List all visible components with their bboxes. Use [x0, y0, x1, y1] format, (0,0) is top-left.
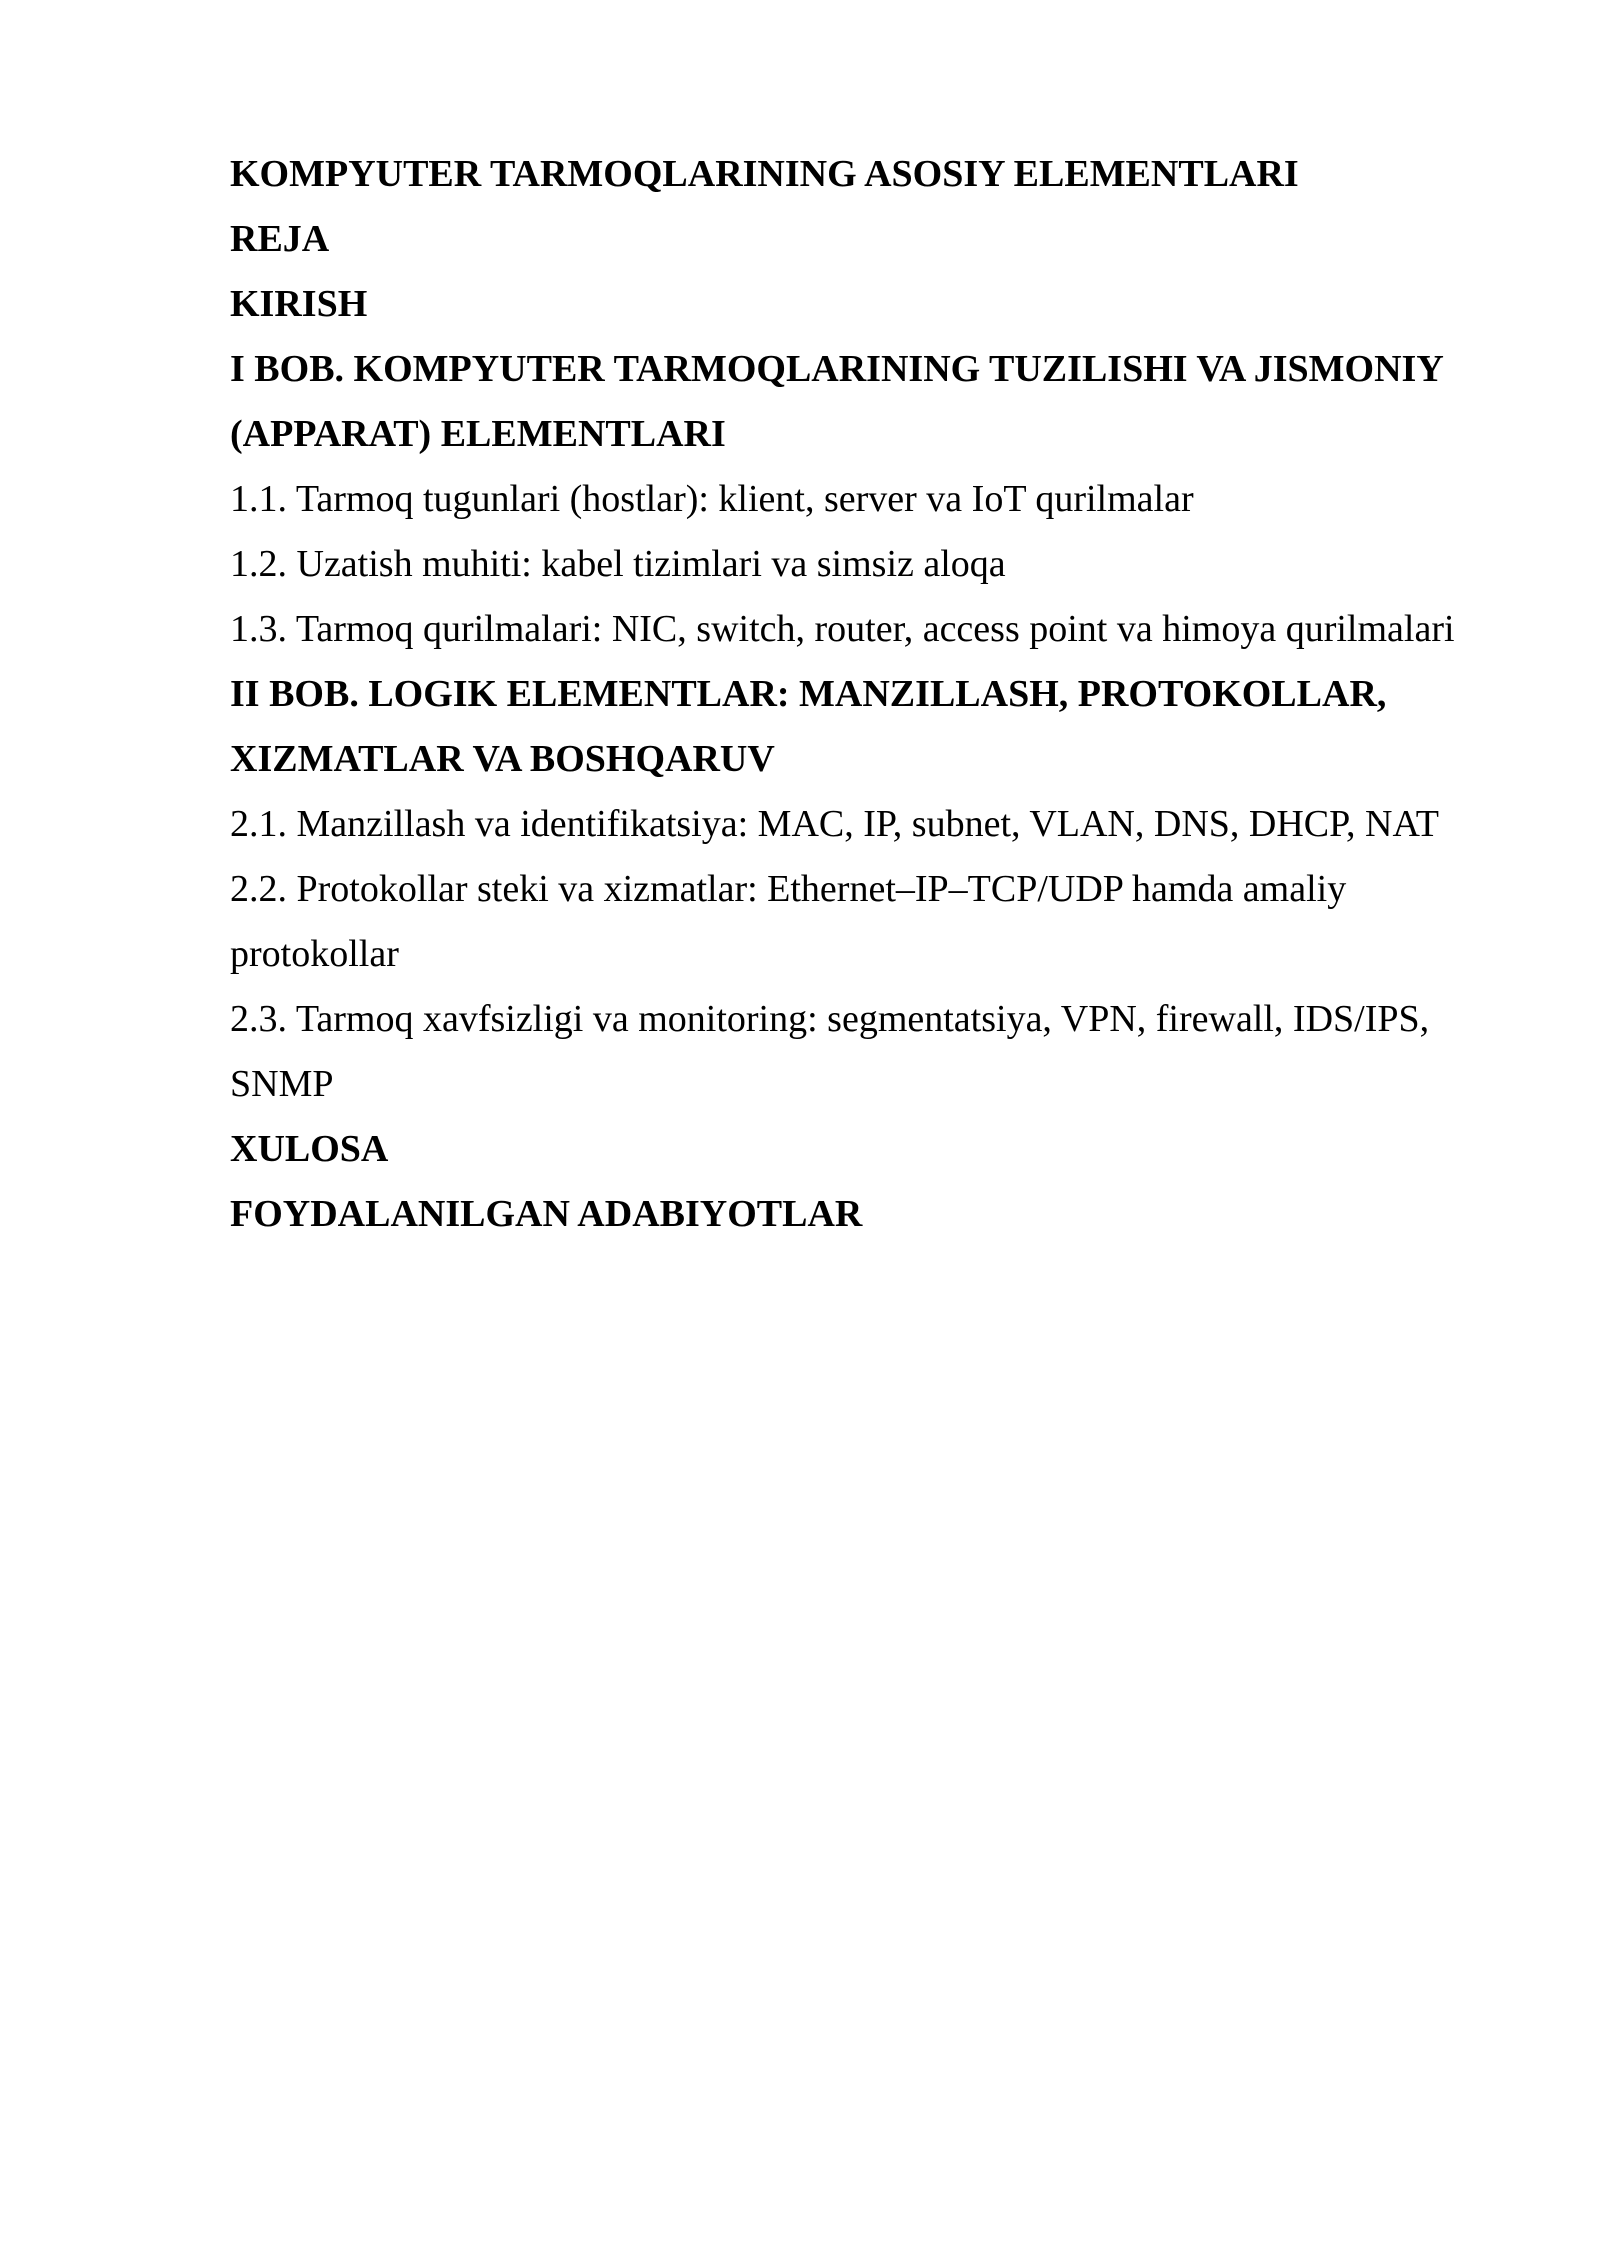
chapter1-heading-line2: (APPARAT) ELEMENTLARI — [230, 413, 726, 455]
document-title: KOMPYUTER TARMOQLARINING ASOSIY ELEMENTLARI — [230, 153, 1299, 195]
table-of-contents — [230, 142, 1470, 1247]
section-2-2-line2: protokollar — [230, 933, 399, 975]
chapter2-heading-line1: II BOB. LOGIK ELEMENTLAR: MANZILLASH, PROTOKOLLAR, — [230, 673, 1387, 715]
section-2-3-line2: SNMP — [230, 1063, 334, 1105]
chapter1-heading-line1: I BOB. KOMPYUTER TARMOQLARINING TUZILISHI VA JISMONIY — [230, 348, 1444, 390]
references-heading: FOYDALANILGAN ADABIYOTLAR — [230, 1193, 863, 1235]
plan-heading: REJA — [230, 218, 330, 260]
introduction-heading: KIRISH — [230, 283, 368, 325]
section-2-3-line1: 2.3. Tarmoq xavfsizligi va monitoring: segmentatsiya, VPN, firewall, IDS/IPS, — [230, 998, 1430, 1040]
section-1-2: 1.2. Uzatish muhiti: kabel tizimlari va simsiz aloqa — [230, 543, 1006, 585]
conclusion-heading: XULOSA — [230, 1128, 389, 1170]
section-2-2-line1: 2.2. Protokollar steki va xizmatlar: Ethernet–IP–TCP/UDP hamda amaliy — [230, 868, 1347, 910]
section-1-1: 1.1. Tarmoq tugunlari (hostlar): klient, server va IoT qurilmalar — [230, 478, 1194, 520]
chapter2-heading-line2: XIZMATLAR VA BOSHQARUV — [230, 738, 775, 780]
section-2-1: 2.1. Manzillash va identifikatsiya: MAC, IP, subnet, VLAN, DNS, DHCP, NAT — [230, 803, 1439, 845]
section-1-3: 1.3. Tarmoq qurilmalari: NIC, switch, router, access point va himoya qurilmalari — [230, 608, 1455, 650]
